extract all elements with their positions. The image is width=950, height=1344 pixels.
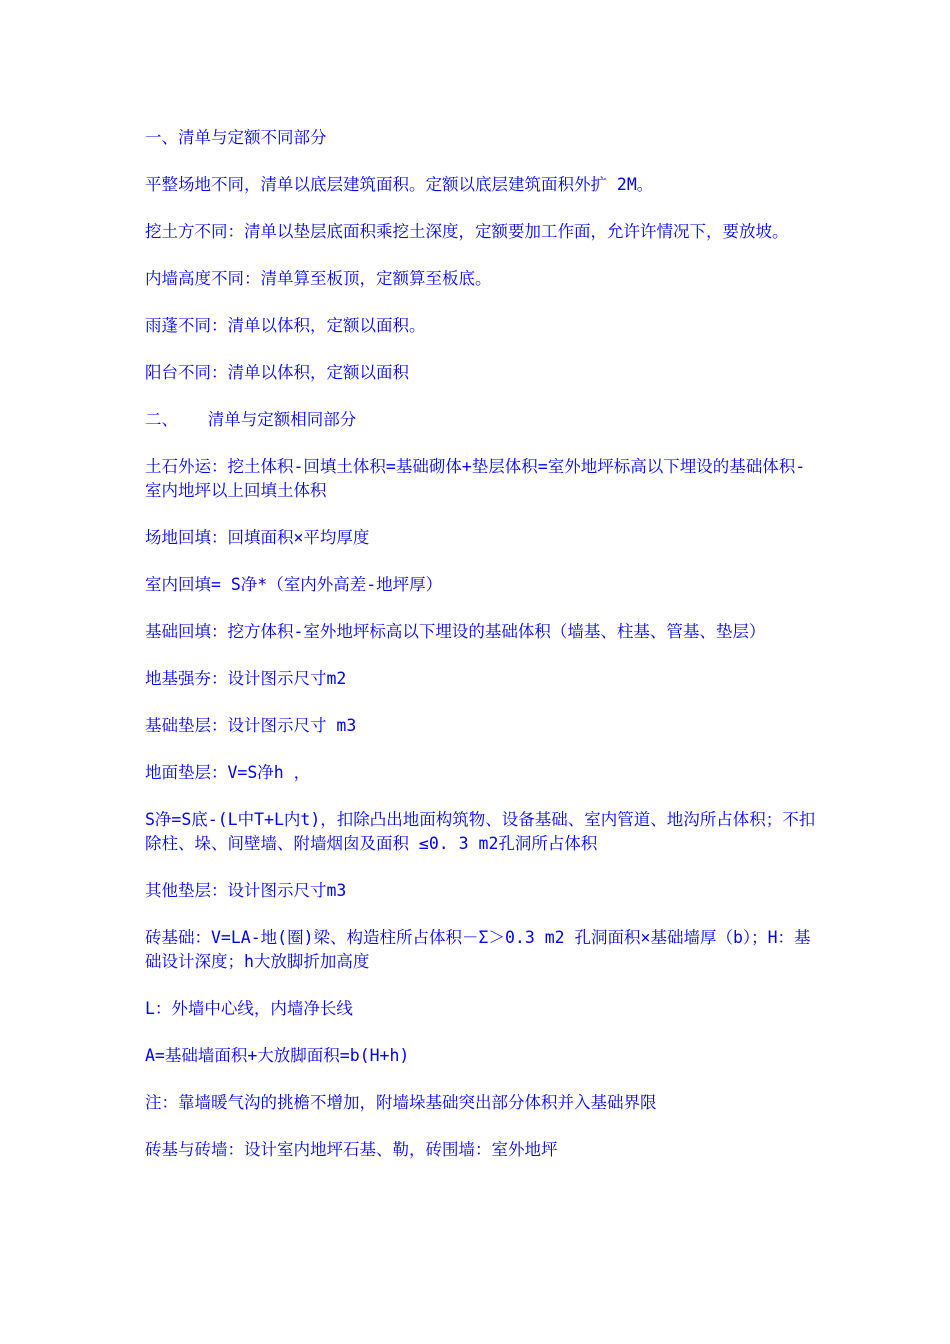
paragraph-site-leveling: 平整场地不同，清单以底层建筑面积。定额以底层建筑面积外扩 2M。 xyxy=(145,175,654,194)
paragraph-brick-base-and-wall: 砖基与砖墙：设计室内地坪石基、勒，砖围墙：室外地坪 xyxy=(145,1140,558,1159)
paragraph-earth-transport: 土石外运：挖土体积-回填土体积=基础砌体+垫层体积=室外地坪标高以下埋设的基础体积-室内地坪以上回填土体积 xyxy=(145,457,806,500)
paragraph-site-backfill: 场地回填：回填面积×平均厚度 xyxy=(145,528,370,547)
paragraph-foundation-backfill: 基础回填：挖方体积-室外地坪标高以下埋设的基础体积（墙基、柱基、管基、垫层） xyxy=(145,622,766,641)
paragraph-excavation: 挖土方不同：清单以垫层底面积乘挖土深度，定额要加工作面，允许许情况下，要放坡。 xyxy=(145,222,789,241)
paragraph-foundation-cushion: 基础垫层：设计图示尺寸 m3 xyxy=(145,716,357,735)
paragraph-ground-cushion: 地面垫层：V=S净h ， xyxy=(145,763,311,782)
paragraph-other-cushion: 其他垫层：设计图示尺寸m3 xyxy=(145,881,347,900)
paragraph-wall-lines: L：外墙中心线，内墙净长线 xyxy=(145,999,353,1018)
paragraph-balcony: 阳台不同：清单以体积，定额以面积 xyxy=(145,363,409,382)
paragraph-brick-foundation: 砖基础：V=LA-地(圈)梁、构造柱所占体积－Σ＞0.3 m2 孔洞面积×基础墙厚（b）；H：基础设计深度；h大放脚折加高度 xyxy=(145,928,811,971)
paragraph-area-formula: A=基础墙面积+大放脚面积=b(H+h) xyxy=(145,1046,410,1065)
paragraph-inner-wall-height: 内墙高度不同：清单算至板顶，定额算至板底。 xyxy=(145,269,492,288)
paragraph-dynamic-compaction: 地基强夯：设计图示尺寸m2 xyxy=(145,669,347,688)
paragraph-indoor-backfill: 室内回填= S净*（室内外高差-地坪厚） xyxy=(145,575,443,594)
paragraph-note: 注：靠墙暖气沟的挑檐不增加，附墙垛基础突出部分体积并入基础界限 xyxy=(145,1093,657,1112)
section-heading-differences: 一、清单与定额不同部分 xyxy=(145,128,327,147)
paragraph-net-area-formula: S净=S底-(L中T+L内t)，扣除凸出地面构筑物、设备基础、室内管道、地沟所占体积；不扣除柱、垛、间壁墙、附墙烟囱及面积 ≤0. 3 m2孔洞所占体积 xyxy=(145,810,816,853)
paragraph-canopy: 雨蓬不同：清单以体积，定额以面积。 xyxy=(145,316,426,335)
document-page xyxy=(145,126,817,1185)
section-heading-similarities: 二、 清单与定额相同部分 xyxy=(145,410,357,429)
